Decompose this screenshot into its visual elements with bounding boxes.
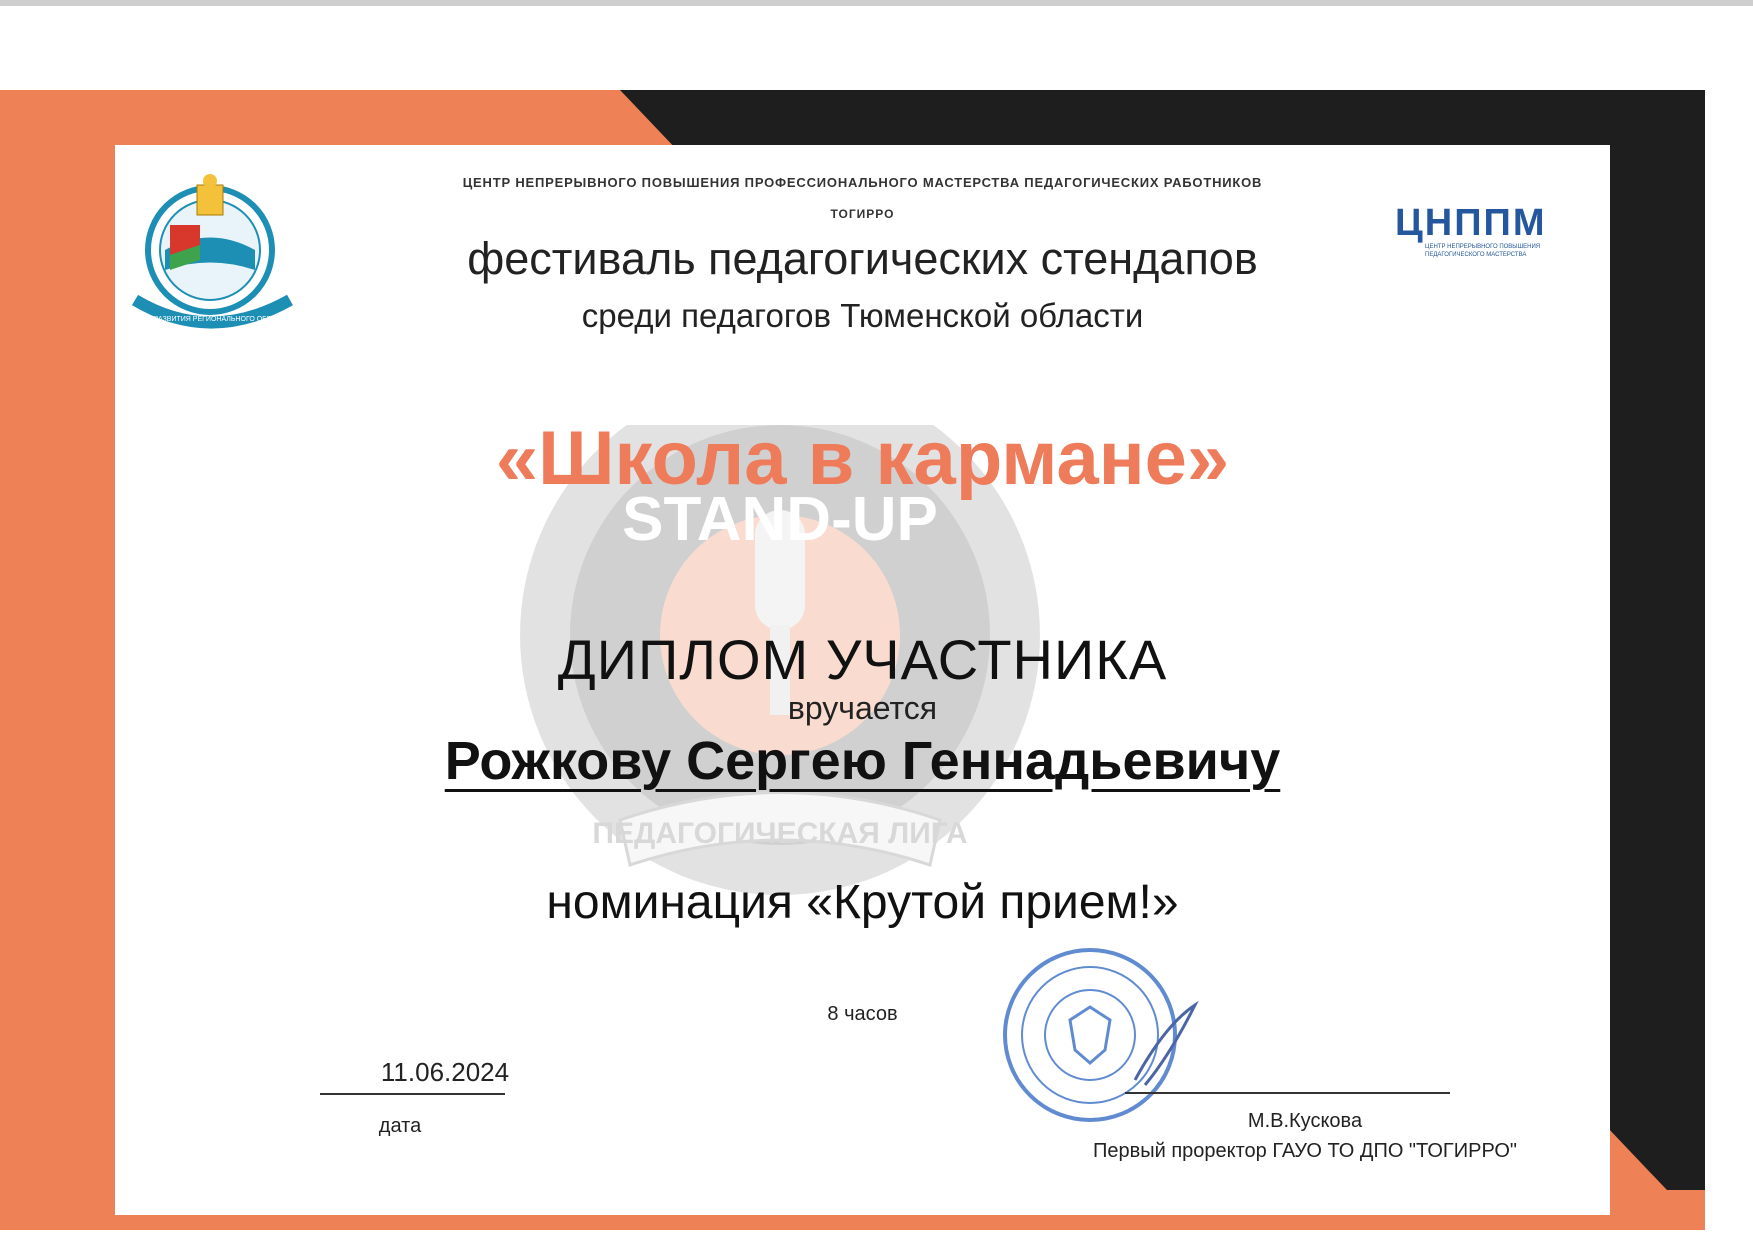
scan-edge (0, 0, 1753, 6)
certificate-frame (0, 90, 1705, 1230)
emblem-bottom-text: ПЕДАГОГИЧЕСКАЯ ЛИГА (592, 817, 968, 850)
hours: 8 часов (827, 1003, 898, 1025)
date-label: дата (378, 1115, 422, 1137)
cnppm-logo-title: ЦНППМ (1395, 202, 1547, 244)
official-stamp (995, 945, 1205, 1125)
event-title: «Школа в кармане» (495, 416, 1230, 501)
signature-line (1125, 1092, 1450, 1094)
center-name: ЦЕНТР НЕПРЕРЫВНОГО ПОВЫШЕНИЯ ПРОФЕССИОНАЛЬНОГО МАСТЕРСТВА ПЕДАГОГИЧЕСКИХ РАБОТНИКОВ (462, 175, 1263, 190)
organization-name: ТОГИРРО (830, 207, 895, 221)
signer-position: Первый проректор ГАУО ТО ДПО "ТОГИРРО" (1092, 1140, 1518, 1162)
nomination: номинация «Крутой прием!» (546, 876, 1179, 929)
institute-logo-text: ИНСТИТУТ РАЗВИТИЯ РЕГИОНАЛЬНОГО ОБРАЗОВАНИЯ (115, 316, 310, 323)
date-underline (320, 1093, 505, 1095)
diploma-heading: ДИПЛОМ УЧАСТНИКА (557, 628, 1168, 691)
emblem-top-text: STAND-UP (622, 485, 938, 554)
festival-title: фестиваль педагогических стендапов (467, 233, 1258, 284)
signer-name: М.В.Кускова (1247, 1110, 1363, 1132)
certificate-card (115, 145, 1610, 1215)
cnppm-logo-subtitle: ЦЕНТР НЕПРЕРЫВНОГО ПОВЫШЕНИЯ ПЕДАГОГИЧЕСКОГО МАСТЕРСТВА (1425, 244, 1541, 258)
awarded-label: вручается (787, 690, 938, 726)
region-subtitle: среди педагогов Тюменской области (581, 297, 1144, 334)
date-value: 11.06.2024 (380, 1057, 510, 1087)
recipient-name-wrapper (115, 730, 1610, 792)
recipient-name: Рожкову Сергею Геннадьевичу (444, 731, 1281, 791)
